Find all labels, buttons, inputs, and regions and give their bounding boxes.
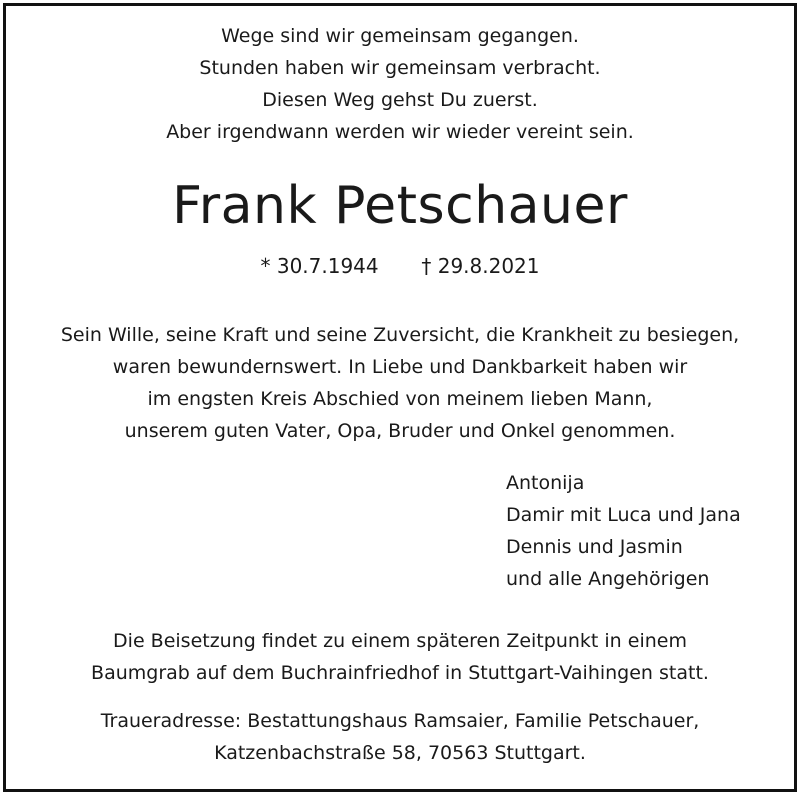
obituary-notice [3, 3, 797, 792]
family-member: Antonija [506, 472, 585, 494]
life-dates [6, 254, 794, 278]
poem-line: Stunden haben wir gemeinsam verbracht. [199, 57, 601, 79]
burial-line: Die Beisetzung findet zu einem späteren Zeitpunkt in einem [113, 630, 687, 652]
message-line: im engsten Kreis Abschied von meinem lieben Mann, [147, 388, 653, 410]
message-line: waren bewundernswert. In Liebe und Dankbarkeit haben wir [112, 356, 688, 378]
family-member: Damir mit Luca und Jana [506, 504, 741, 526]
message-line: Sein Wille, seine Kraft und seine Zuversicht, die Krankheit zu besiegen, [60, 324, 740, 346]
death-date: † 29.8.2021 [421, 254, 540, 278]
message-line: unserem guten Vater, Opa, Bruder und Onkel genommen. [124, 420, 676, 442]
deceased-name: Frank Petschauer [172, 176, 628, 236]
address-line: Traueradresse: Bestattungshaus Ramsaier, Familie Petschauer, [100, 710, 700, 732]
poem-line: Aber irgendwann werden wir wieder vereint sein. [166, 121, 634, 143]
poem-line: Diesen Weg gehst Du zuerst. [262, 89, 538, 111]
burial-line: Baumgrab auf dem Buchrainfriedhof in Stuttgart-Vaihingen statt. [91, 662, 709, 684]
poem-line: Wege sind wir gemeinsam gegangen. [221, 25, 579, 47]
address-line: Katzenbachstraße 58, 70563 Stuttgart. [214, 742, 586, 764]
family-member: und alle Angehörigen [506, 568, 710, 590]
family-member: Dennis und Jasmin [506, 536, 683, 558]
birth-date: * 30.7.1944 [260, 254, 379, 278]
